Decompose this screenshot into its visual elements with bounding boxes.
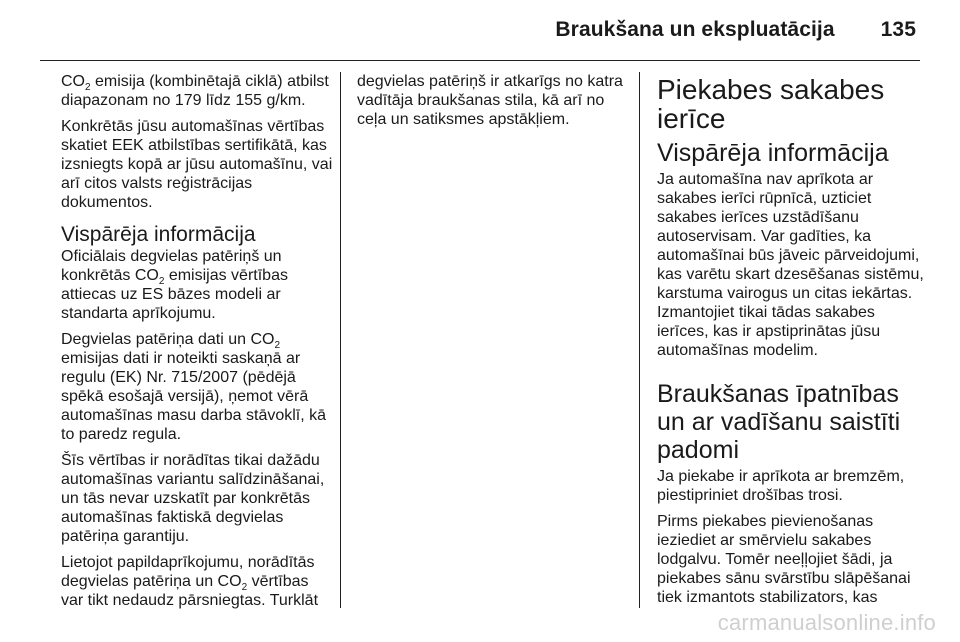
page-header: [555, 18, 916, 42]
section-heading-general-info: Vispārēja informācija: [61, 223, 256, 246]
paragraph-towbar-install: Ja automašīna nav aprīkota ar sakabes ierīci rūpnīcā, uzticiet sakabes ierīces uzstādīšanu autoservisam. Var gadīties, ka automašīnai būs jāveic pārveidojumi, kas varētu skart dzesēšanas sistēmu, karstuma vairogus un citas iekārtas. Izmantojiet tikai tādas sakabes ierīces, kas ir apstiprinātas jūsu automašīnas modelim.: [657, 171, 924, 359]
column-2: [357, 72, 629, 136]
paragraph-co2-range: $CO_2$ emisija (kombinētajā ciklā) atbilst diapazonam no 179 līdz 155 g/km.: [61, 73, 329, 109]
paragraph-safety-cable: Ja piekabe ir aprīkota ar bremzēm, piestipriniet drošības trosi.: [657, 468, 905, 504]
column-1: [61, 72, 333, 617]
paragraph-lubricate-ball: Pirms piekabes pievienošanas ieziediet ar smērvielu sakabes lodgalvu. Tomēr neeļļojiet šādi, ja piekabes sānu svārstību slāpēšanai tiek izmantots stabilizators, kas: [657, 513, 911, 606]
paragraph-comparison: Šīs vērtības ir norādītas tikai dažādu automašīnas variantu salīdzināšanai, un tās nevar uzskatīt par konkrētās automašīnas faktiskā degvielas patēriņa garantiju.: [61, 452, 325, 545]
paragraph-official-consumption: Oficiālais degvielas patēriņš un konkrētās $CO_2$ emisijas vērtības attiecas uz ES bāzes modeli ar standarta aprīkojumu.: [61, 248, 288, 322]
column-3: [657, 72, 929, 614]
paragraph-certificate: Konkrētās jūsu automašīnas vērtības skatiet EEK atbilstības sertifikātā, kas izsniegts kopā ar jūsu automašīnu, vai arī citos valsts reģistrācijas dokumentos.: [61, 118, 333, 211]
watermark: carmanualsonline.info: [717, 610, 936, 635]
column-divider-2: [639, 72, 640, 608]
paragraph-regulation: Degvielas patēriņa dati un $CO_2$ emisijas dati ir noteikti saskaņā ar regulu (EK) Nr. 715/2007 (pēdējā spēkā esošajā versijā), ņemot vērā automašīnas masu darba stāvoklī, kā to paredz regula.: [61, 331, 327, 443]
header-title: Braukšana un ekspluatācija: [555, 18, 835, 41]
section-heading-driving-tips: Braukšanas īpatnības un ar vadīšanu saistīti padomi: [657, 380, 901, 464]
section-heading-general: Vispārēja informācija: [657, 139, 889, 167]
header-rule: [40, 60, 920, 61]
paragraph-optional-equipment: Lietojot papildaprīkojumu, norādītās degvielas patēriņa un $CO_2$ vērtības var tikt nedaudz pārsniegtas. Turklāt: [61, 554, 319, 609]
page-number: 135: [880, 18, 916, 41]
chapter-title: Piekabes sakabes ierīce: [657, 74, 885, 134]
paragraph-driving-style: degvielas patēriņš ir atkarīgs no katra vadītāja braukšanas stila, kā arī no ceļa un satiksmes apstākļiem.: [357, 73, 623, 128]
column-divider-1: [340, 72, 341, 608]
